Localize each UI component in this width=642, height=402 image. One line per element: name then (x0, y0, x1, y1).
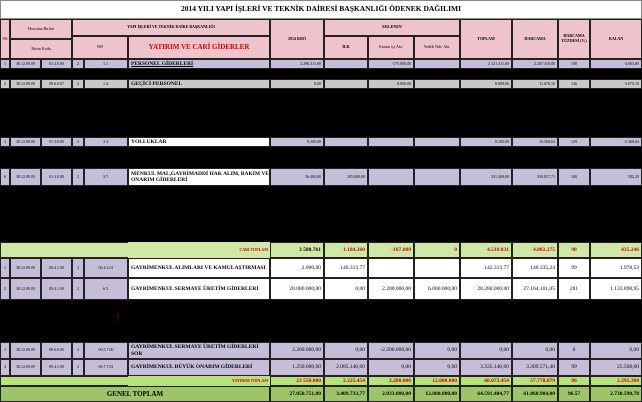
row-birim: 38.12.09.09 (10, 79, 41, 89)
row-harcama: 330.817,71 (512, 168, 558, 186)
row-kurum (368, 168, 414, 186)
row-yedek: 0,00 (414, 359, 460, 376)
row-ek1: 2 (72, 168, 84, 186)
header-harcama-birimi: Harcama Birimi (10, 19, 72, 39)
row-toplam: 8.000,00 (460, 79, 512, 89)
row-sn: 1 (0, 342, 10, 359)
row-ilk (324, 137, 368, 147)
header-harcama-yuzdesi: HARCAMA YÜZDESİ (%) (558, 19, 590, 59)
row-harcama: 0,00 (512, 342, 558, 359)
row-yuzde: 100 (558, 59, 590, 69)
row-desc: GAYRİMENKUL BÜYÜK ONARIM GİDERLERİ (128, 359, 270, 376)
row-sn: 2 (0, 278, 10, 300)
row-kod: 09.4.1.00 (41, 258, 72, 278)
row-toplam: 142.313,77 (460, 258, 512, 278)
cari-toplam-toplam: 4.518.031 (460, 242, 512, 258)
row-yuzde: 99 (558, 258, 590, 278)
row-ek2: 3.3. (84, 137, 128, 147)
yatirim-toplam-kurum: 2.200.000 (368, 376, 414, 386)
row-kalan: -4.003,00 (590, 59, 642, 69)
row-yuzde: 129 (558, 137, 590, 147)
row-toplam: 28.280.000,00 (460, 278, 512, 300)
row-birim: 38.12.09.09 (10, 59, 41, 69)
row-yuzde: 100 (558, 168, 590, 186)
cari-toplam-label: CARİ TOPLAM (128, 242, 270, 258)
header-ilk: İLK (324, 36, 368, 59)
header-sn: SN (0, 19, 10, 59)
yatirim-toplam-yedek: 12.000.000 (414, 376, 460, 386)
yatirim-toplam-harcama: 57.778.079 (512, 376, 558, 386)
row-toplam: 331.400,00 (460, 168, 512, 186)
yatirim-toplam-yuzde: 96 (558, 376, 590, 386)
row-yuzde: 99 (558, 359, 590, 376)
row-desc: PERSONEL GİDERLERİ (128, 59, 270, 69)
row-birim: 38.12.09.09 (10, 258, 41, 278)
header-909: 909 (72, 36, 128, 59)
row-kbo: 2.296.311,00 (270, 59, 324, 69)
row-ek1: 2 (72, 79, 84, 89)
genel-toplam-label: GENEL TOPLAM (0, 386, 270, 402)
row-ek2: 3.7. (84, 168, 128, 186)
cari-toplam-kbo: 3 580.761 (270, 242, 324, 258)
header-kbo: 2014 KBÖ (270, 19, 324, 59)
row-ek1: 2 (72, 137, 84, 147)
row-kurum: 8.000,00 (368, 79, 414, 89)
row-birim: 38.12.09.09 (10, 168, 41, 186)
row-ek2: 6.5. (84, 278, 128, 300)
row-kod: 09.6.0.00 (41, 342, 72, 359)
row-ek2: 06.5.7.00 (84, 342, 128, 359)
row-birim: 38.12.09.09 (10, 137, 41, 147)
row-kurum: -2.200.000,00 (368, 342, 414, 359)
row-kalan: 1.978,53 (590, 258, 642, 278)
genel-toplam-kurum: 2.033.000,00 (368, 386, 414, 402)
row-sn: 6 (0, 168, 10, 186)
row-harcama: 10.568,64 (512, 137, 558, 147)
row-ek1: 2 (72, 359, 84, 376)
row-yedek: 6.000.000,00 (414, 278, 460, 300)
yatirim-toplam-kbo: 23 550.000 (270, 376, 324, 386)
cari-toplam-yedek: 0 (414, 242, 460, 258)
row-ilk: 2.085.140,00 (324, 359, 368, 376)
row-desc: GEÇİCİ PERSONEL (128, 79, 270, 89)
header-kurum-ici: Kurum içi Akt. (368, 36, 414, 59)
row-harcama: 3.309.571,40 (512, 359, 558, 376)
row-ilk (324, 59, 368, 69)
row-ek1: 2 (72, 59, 84, 69)
row-kurum: 0,00 (368, 359, 414, 376)
row-harcama: 140.335,24 (512, 258, 558, 278)
header-kalan: KALAN (590, 19, 642, 59)
row-kalan: 25.568,60 (590, 359, 642, 376)
row-ek2: 06.4.2.01 (84, 258, 128, 278)
genel-toplam-kalan: 2.730.590,78 (590, 386, 642, 402)
genel-toplam-toplam: 64.591.484,77 (460, 386, 512, 402)
row-kod: 01.3.0.00 (41, 168, 72, 186)
row-ilk: 140.313,77 (324, 258, 368, 278)
row-kbo: 1.250.000,00 (270, 359, 324, 376)
genel-toplam-kbo: 27.050.751,00 (270, 386, 324, 402)
cari-toplam-ilk: 1.184.260 (324, 242, 368, 258)
row-yuzde: 281 (558, 278, 590, 300)
row-desc: GAYRİMENKUL SERMAYE ÜRETİM GİDERLERİ SOR (128, 342, 270, 359)
row-sn: 3 (0, 137, 10, 147)
row-ilk (324, 79, 368, 89)
yatirim-toplam-kalan: 2.295.384 (590, 376, 642, 386)
row-desc: GAYRİMENKUL SERMAYE ÜRETİM GİDERLERİ (128, 278, 270, 300)
row-kod: 09.4.1.00 (41, 359, 72, 376)
row-desc: MENKUL MAL,GAYRİMADDİ HAK ALIM, BAKIM VE ONARIM GİDERLERİ (128, 168, 270, 186)
row-kalan: 1.133.898,95 (590, 278, 642, 300)
row-kbo: 2.200.000,00 (270, 342, 324, 359)
header-birim-kodu: Birim Kodu (10, 39, 72, 59)
row-ek1: 2 (72, 278, 84, 300)
header-dept-name: YAPI İŞLERİ VE TEKNİK DAİRE BAŞKANLIĞI (72, 19, 270, 36)
yatirim-toplam-ilk: 2.225.454 (324, 376, 368, 386)
row-kurum: 2.200.000,00 (368, 278, 414, 300)
row-toplam: 2.121.311,00 (460, 59, 512, 69)
row-desc: GAYRİMENKUL ALIMLARI VE KAMULAŞTIRMASI (128, 258, 270, 278)
genel-toplam-harcama: 61.860.984,00 (512, 386, 558, 402)
row-kod: 01.3.0.00 (41, 59, 72, 69)
yatirim-toplam-toplam: 60.072.454 (460, 376, 512, 386)
row-yedek: 0,00 (414, 342, 460, 359)
row-kurum (368, 258, 414, 278)
row-kalan: -3.670,10 (590, 79, 642, 89)
row-sn: 2 (0, 79, 10, 89)
row-desc: YOLLUKLAR (128, 137, 270, 147)
row-harcama: 27.164.101,05 (512, 278, 558, 300)
row-birim: 38.12.09.09 (10, 278, 41, 300)
genel-toplam-yedek: 12.000.000,00 (414, 386, 460, 402)
row-kalan: 0,00 (590, 342, 642, 359)
row-kod: 09.4.1.00 (41, 278, 72, 300)
sheet-title: 2014 YILI YAPI İŞLERİ VE TEKNİK DAİRESİ BAŞKANLIĞI ÖDENEK DAĞILIMI (0, 0, 642, 19)
row-harcama: 11.670,10 (512, 79, 558, 89)
row-ek1: 2 (72, 258, 84, 278)
cari-toplam-yuzde: 90 (558, 242, 590, 258)
genel-toplam-yuzde: 96.57 (558, 386, 590, 402)
genel-toplam-ilk: 3.409.733,77 (324, 386, 368, 402)
cari-toplam-kalan: 435.246 (590, 242, 642, 258)
row-yedek (414, 168, 460, 186)
row-toplam: 0,00 (460, 342, 512, 359)
row-ek2: 06.7.7.01 (84, 359, 128, 376)
row-ilk: 0,00 (324, 278, 368, 300)
row-kbo: 2.000,00 (270, 258, 324, 278)
header-toplam: TOPLAM (460, 19, 512, 59)
row-yuzde: 0 (558, 342, 590, 359)
side-note: 1 – 6 8 K 5 (116, 308, 120, 322)
row-kbo: 36.400,00 (270, 168, 324, 186)
row-kod: 01.3.0.00 (41, 137, 72, 147)
row-kurum: -175.000,00 (368, 59, 414, 69)
header-yedek-ode: Yedek Öde. Akt. (414, 36, 460, 59)
row-ek2: 1.4. (84, 79, 128, 89)
header-yatirim-cari: YATIRIM VE CARİ GİDERLER (128, 36, 270, 59)
row-ilk: 0,00 (324, 342, 368, 359)
cari-toplam-kurum: -167.000 (368, 242, 414, 258)
row-toplam: 3.335.140,00 (460, 359, 512, 376)
row-kalan: -2.368,64 (590, 137, 642, 147)
header-ekleneen: EKLENEN (324, 19, 460, 36)
row-kbo: 0,00 (270, 79, 324, 89)
row-sn: 1 (0, 59, 10, 69)
row-yedek (414, 258, 460, 278)
row-yuzde: 146 (558, 79, 590, 89)
row-yedek (414, 79, 460, 89)
row-ilk: 295.000,00 (324, 168, 368, 186)
row-kod: 09.6.0.07 (41, 79, 72, 89)
yatirim-toplam-label: YATIRIM TOPLAM (128, 376, 270, 386)
row-toplam: 8.200,00 (460, 137, 512, 147)
row-kalan: 582,29 (590, 168, 642, 186)
row-birim: 38.12.09.09 (10, 359, 41, 376)
row-sn: 1 (0, 258, 10, 278)
row-birim: 38.12.09.09 (10, 342, 41, 359)
row-yedek (414, 59, 460, 69)
header-harcama: HARCAMA (512, 19, 558, 59)
row-harcama: 2.207.310,00 (512, 59, 558, 69)
row-ek1: 2 (72, 342, 84, 359)
cari-toplam-harcama: 4.082.275 (512, 242, 558, 258)
row-yedek (414, 137, 460, 147)
row-kurum (368, 137, 414, 147)
row-ek2: 1.1. (84, 59, 128, 69)
row-kbo: 20.080.000,00 (270, 278, 324, 300)
row-sn: 4 (0, 359, 10, 376)
row-kbo: 8.200,00 (270, 137, 324, 147)
